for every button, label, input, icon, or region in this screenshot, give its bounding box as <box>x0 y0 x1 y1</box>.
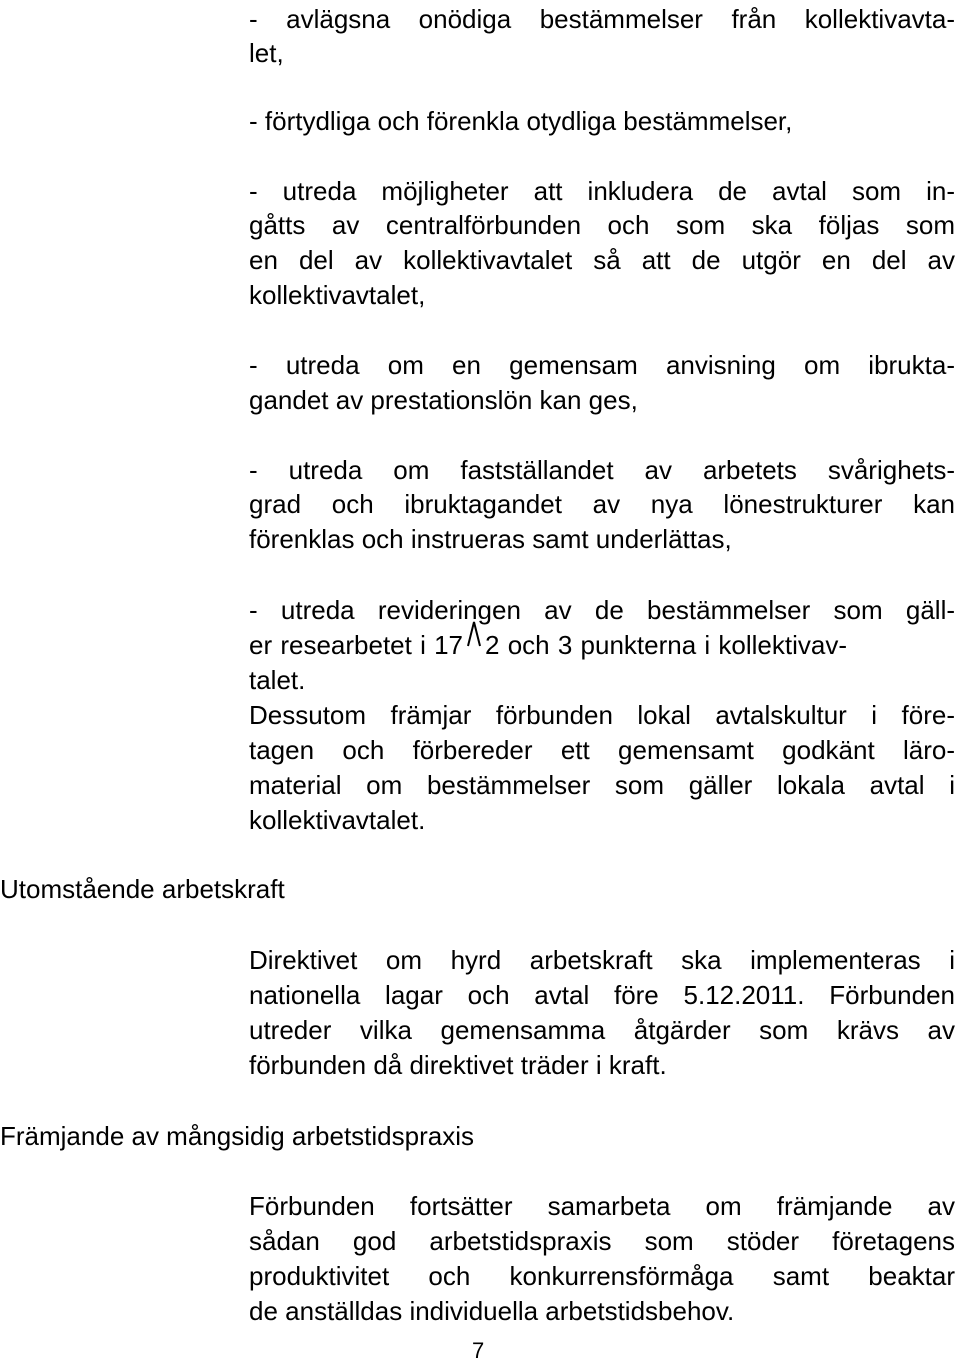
list-item-line: förenklas och instrueras samt underlättas, <box>249 524 732 554</box>
list-item-text: 2 och 3 punkterna i kollektivav- <box>485 630 847 660</box>
paragraph-line: Dessutom främjar förbunden lokal avtalskultur i före- <box>249 700 955 730</box>
paragraph-line: material om bestämmelser som gäller lokala avtal i <box>249 770 955 800</box>
list-item-line: - förtydliga och förenkla otydliga bestämmelser, <box>249 106 793 136</box>
paragraph-line: nationella lagar och avtal före 5.12.2011. Förbunden <box>249 980 955 1010</box>
section-heading: Främjande av mångsidig arbetstidspraxis <box>0 1121 474 1151</box>
list-item-line: - utreda möjligheter att inkludera de avtal som in- <box>249 176 955 206</box>
paragraph-line: Direktivet om hyrd arbetskraft ska implementeras i <box>249 945 955 975</box>
list-item-line: en del av kollektivavtalet så att de utgör en del av <box>249 245 955 275</box>
list-item-line: talet. <box>249 665 306 695</box>
paragraph-line: sådan god arbetstidspraxis som stöder företagens <box>249 1226 955 1256</box>
list-item-line: - utreda revideringen av de bestämmelser som gäll- <box>249 595 955 625</box>
list-item-line: kollektivavtalet, <box>249 280 426 310</box>
paragraph-line: utreder vilka gemensamma åtgärder som krävs av <box>249 1015 955 1045</box>
list-item-line: - utreda om en gemensam anvisning om ibrukta- <box>249 350 955 380</box>
paragraph-line: kollektivavtalet. <box>249 805 426 835</box>
paragraph-line: Förbunden fortsätter samarbeta om främjande av <box>249 1191 955 1221</box>
section-sign-icon <box>463 628 485 662</box>
section-heading: Utomstående arbetskraft <box>0 874 285 904</box>
list-item-line: - utreda om fastställandet av arbetets svårighets- <box>249 455 955 485</box>
list-item-line: gåtts av centralförbunden och som ska följas som <box>249 210 955 240</box>
page-number: 7 <box>472 1338 485 1363</box>
list-item-text: er researbetet i 17 <box>249 630 464 660</box>
paragraph-line: produktivitet och konkurrensförmåga samt beaktar <box>249 1261 955 1291</box>
list-item-line: grad och ibruktagandet av nya lönestrukturer kan <box>249 489 955 519</box>
paragraph-line: förbunden då direktivet träder i kraft. <box>249 1050 667 1080</box>
list-item-line <box>249 628 847 662</box>
paragraph-line: de anställdas individuella arbetstidsbehov. <box>249 1296 735 1326</box>
list-item-line: gandet av prestationslön kan ges, <box>249 385 638 415</box>
list-item-line: - avlägsna onödiga bestämmelser från kollektivavta- <box>249 4 955 34</box>
list-item-line: let, <box>249 38 284 68</box>
paragraph-line: tagen och förbereder ett gemensamt godkänt läro- <box>249 735 955 765</box>
